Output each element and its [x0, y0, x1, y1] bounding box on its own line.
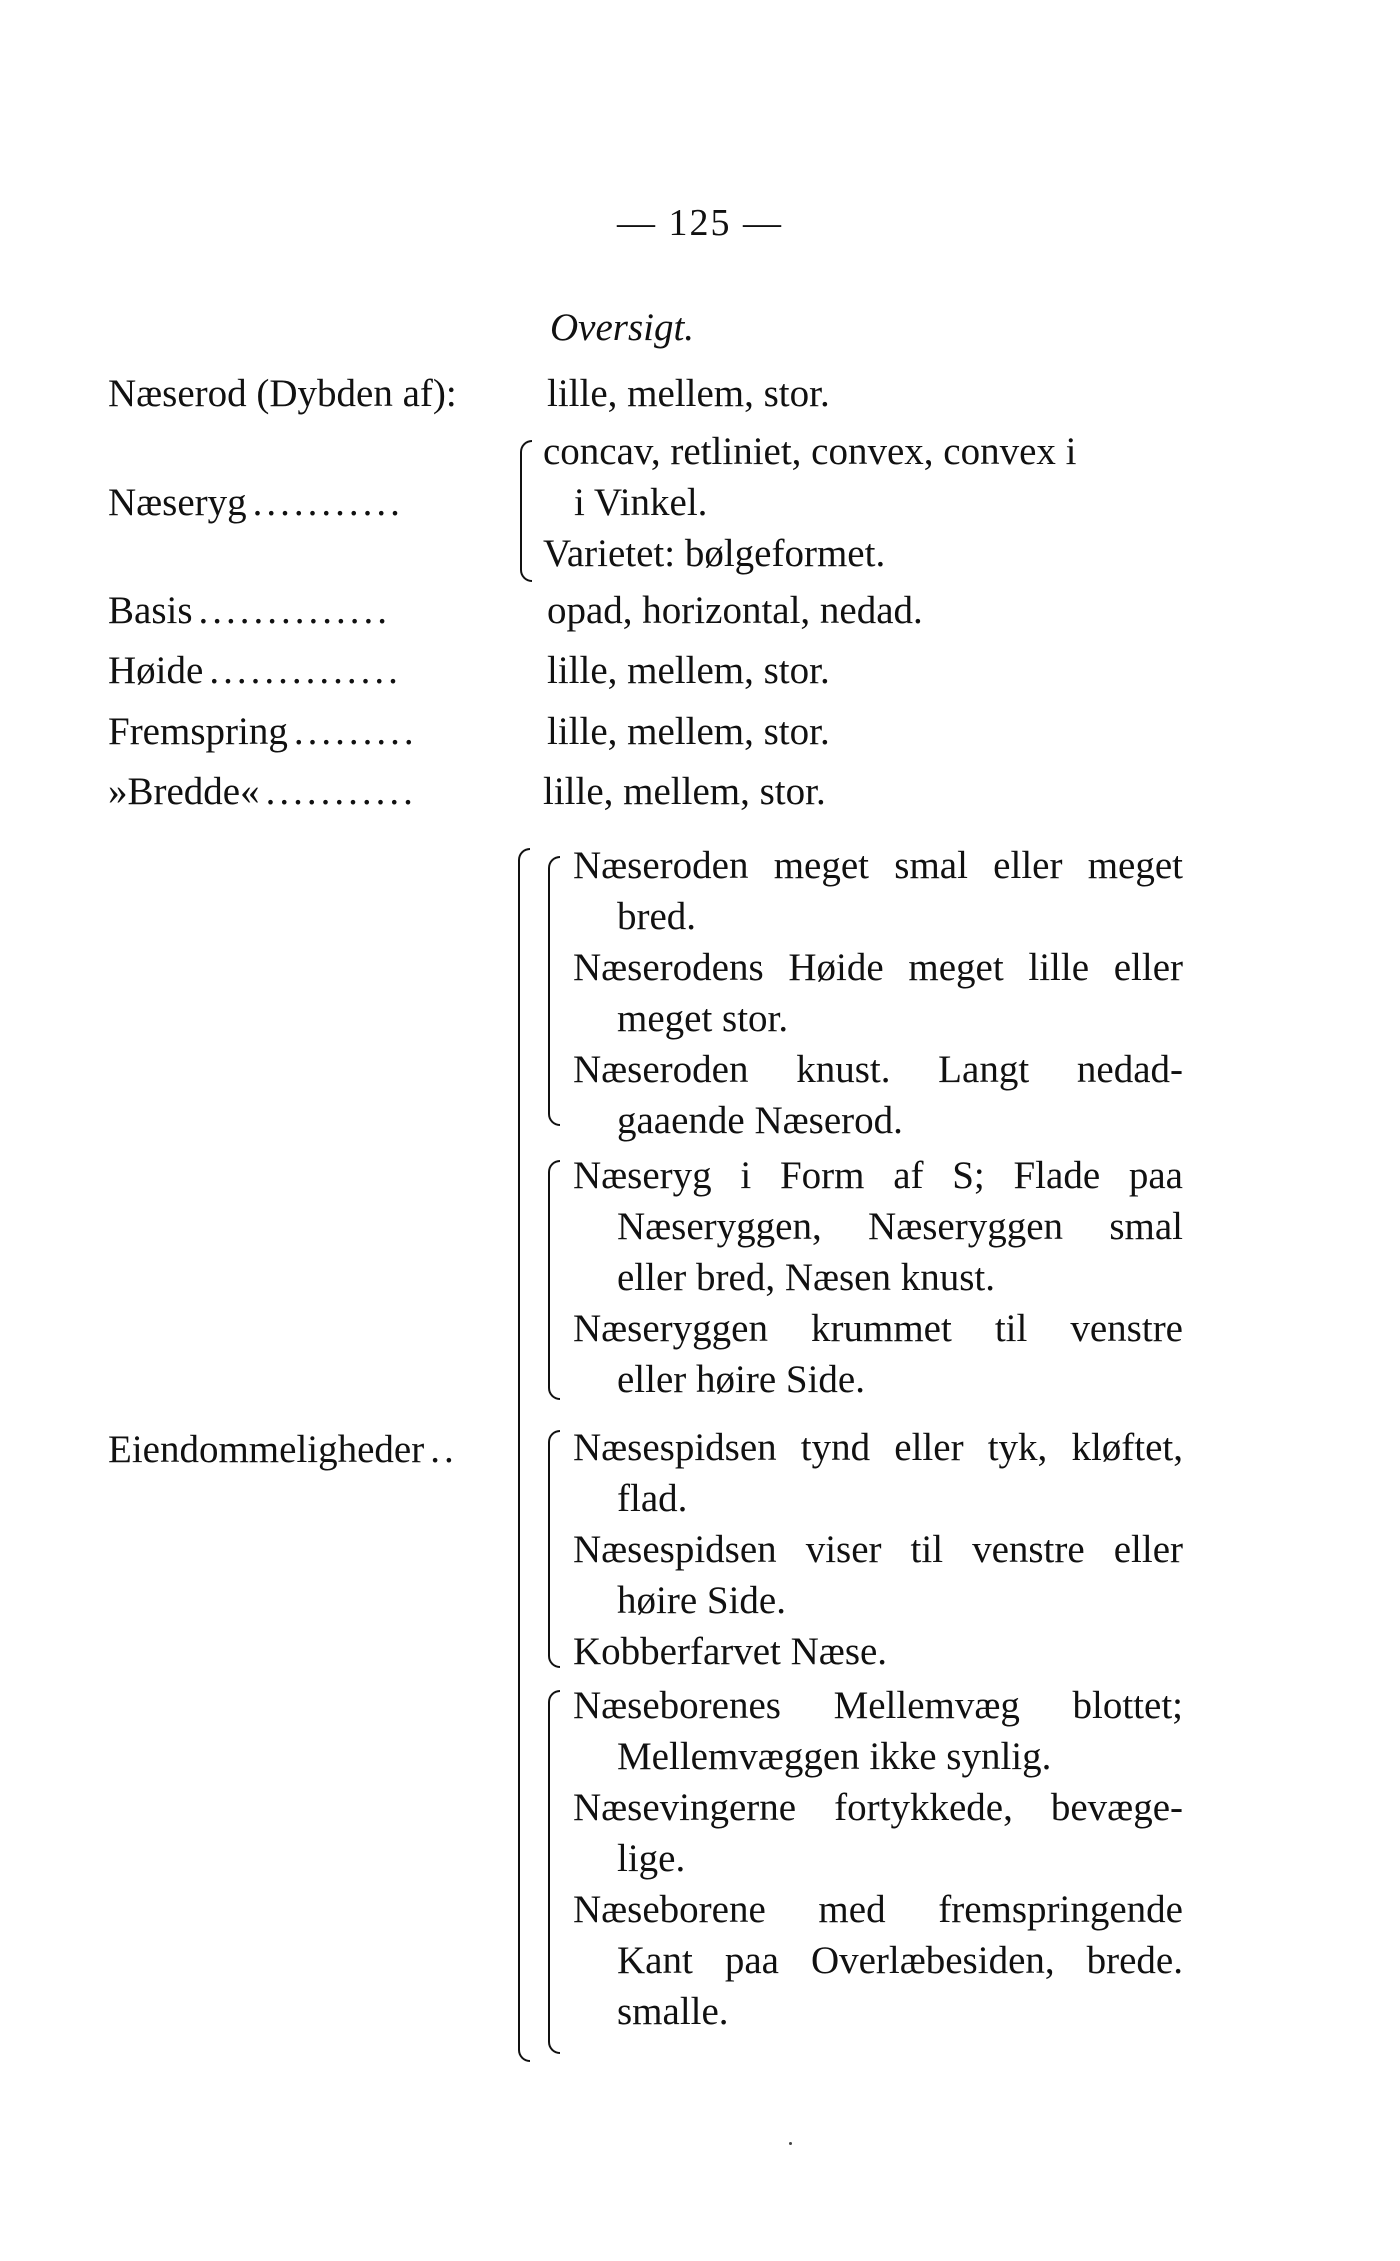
value-naeseryg-1: concav, retliniet, convex, convex i — [543, 430, 1077, 473]
value-naeseryg-2: i Vinkel. — [574, 481, 708, 524]
entry-group3-1: Næsespidsen tynd eller tyk, kløftet, flad. — [573, 1426, 1183, 1520]
label-basis: Basis .............. — [108, 589, 392, 632]
print-speck — [789, 2142, 792, 2145]
brace-eiendommeligheder — [518, 848, 530, 2062]
entry-group4-3: Næseborene med fremspringende Kant paa Overlæbesiden, brede. smalle. — [573, 1888, 1183, 2033]
brace-group-2 — [548, 1160, 560, 1400]
value-basis: opad, horizontal, nedad. — [547, 589, 923, 632]
entry-group4-2: Næsevingerne fortykkede, bevæge- lige. — [573, 1786, 1183, 1880]
brace-group-3 — [548, 1430, 560, 1668]
brace-group-4 — [548, 1690, 560, 2054]
label-hoide: Høide .............. — [108, 649, 402, 692]
entry-group4-1: Næseborenes Mellemvæg blottet; Mellemvæggen ikke synlig. — [573, 1684, 1183, 1778]
label-fremspring: Fremspring ......... — [108, 710, 418, 753]
value-hoide: lille, mellem, stor. — [547, 649, 830, 692]
value-fremspring: lille, mellem, stor. — [547, 710, 830, 753]
entry-group3-2: Næsespidsen viser til venstre eller høire Side. — [573, 1528, 1183, 1622]
entry-group1-3: Næseroden knust. Langt nedad- gaaende Næserod. — [573, 1048, 1183, 1142]
value-bredde: lille, mellem, stor. — [543, 770, 826, 813]
label-naeserod: Næserod (Dybden af): — [108, 372, 457, 415]
brace-group-1 — [548, 856, 560, 1126]
entry-group3-3: Kobberfarvet Næse. — [573, 1630, 888, 1673]
brace-naeseryg — [520, 440, 532, 582]
page-number: — 125 — — [617, 202, 783, 244]
value-naeserod: lille, mellem, stor. — [547, 372, 830, 415]
entry-group1-1: Næseroden meget smal eller meget bred. — [573, 844, 1183, 938]
entry-group1-2: Næserodens Høide meget lille eller meget stor. — [573, 946, 1183, 1040]
label-bredde: »Bredde« ........... — [108, 770, 417, 813]
label-eiendommeligheder: Eiendommeligheder .. — [108, 1428, 458, 1471]
value-naeseryg-3: Varietet: bølgeformet. — [543, 532, 886, 575]
section-heading: Oversigt. — [550, 306, 695, 349]
label-naeseryg: Næseryg ........... — [108, 481, 404, 524]
entry-group2-2: Næseryggen krummet til venstre eller høire Side. — [573, 1307, 1183, 1401]
entry-group2-1: Næseryg i Form af S; Flade paa Næseryggen, Næseryggen smal eller bred, Næsen knust. — [573, 1154, 1183, 1299]
